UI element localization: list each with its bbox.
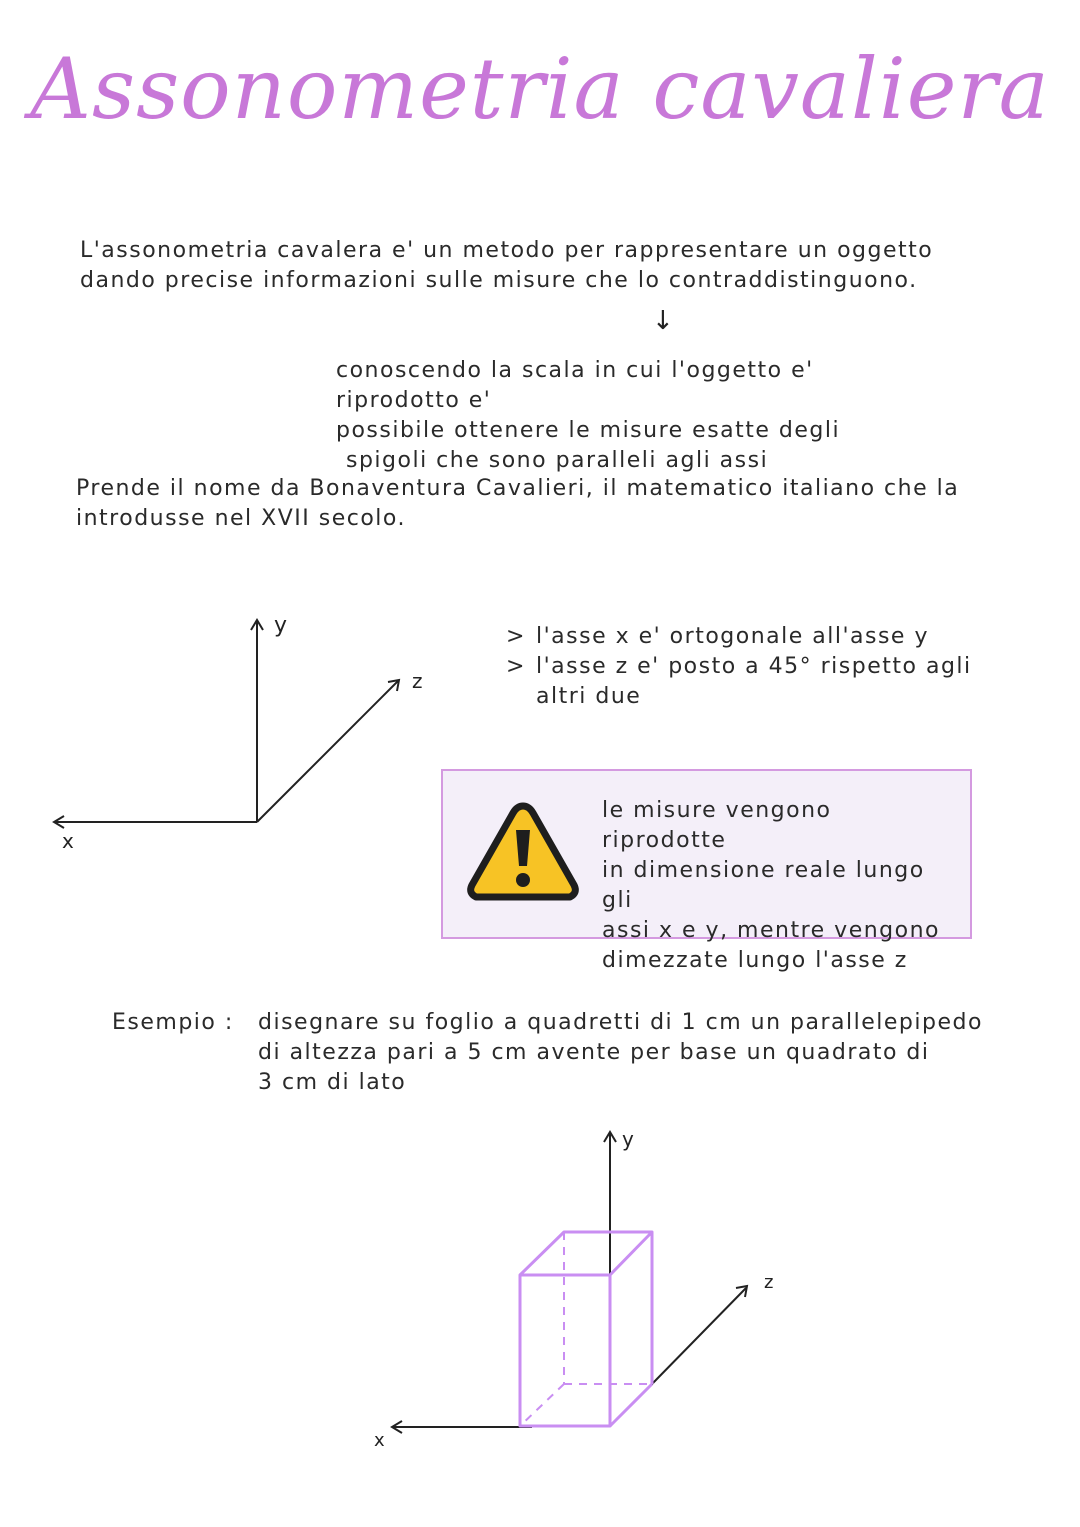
detail-line-3: spigoli che sono paralleli agli assi <box>346 448 769 473</box>
bullet-marker: > <box>506 624 526 649</box>
page-title: Assonometria cavaliera <box>30 40 1050 138</box>
list-item <box>506 622 976 652</box>
visible-edges <box>520 1232 652 1426</box>
y-axis-label: y <box>622 1127 634 1151</box>
arrow-down-icon: ↓ <box>652 306 674 336</box>
warning-text <box>602 796 962 976</box>
warning-line-4: dimezzate lungo l'asse z <box>602 948 908 973</box>
warning-line-3: assi x e y, mentre vengono <box>602 918 941 943</box>
detail-line-2: possibile ottenere le misure esatte degli <box>336 418 841 443</box>
intro-line-1: L'assonometria cavalera e' un metodo per rappresentare un oggetto <box>80 238 934 263</box>
bullet-text: l'asse z e' posto a 45° rispetto agli altri due <box>536 654 972 709</box>
bullet-marker: > <box>506 654 526 679</box>
axes-bullet-list <box>506 622 976 712</box>
bullet-text: l'asse x e' ortogonale all'asse y <box>536 624 929 649</box>
list-item <box>506 652 976 712</box>
history-line-2: introdusse nel XVII secolo. <box>76 506 406 531</box>
intro-paragraph <box>80 236 980 296</box>
warning-line-2: in dimensione reale lungo gli <box>602 858 925 913</box>
history-paragraph <box>76 474 996 534</box>
axes-diagram <box>0 600 460 860</box>
hidden-edges <box>520 1232 652 1426</box>
example-line-2: di altezza pari a 5 cm avente per base un quadrato di <box>258 1040 930 1065</box>
z-axis-label: z <box>412 669 423 693</box>
x-axis-label: x <box>374 1430 385 1451</box>
z-axis <box>652 1288 746 1384</box>
warning-line-1: le misure vengono riprodotte <box>602 798 832 853</box>
intro-line-2: dando precise informazioni sulle misure che lo contraddistinguono. <box>80 268 918 293</box>
y-axis-label: y <box>274 613 288 638</box>
example-label: Esempio : <box>112 1010 234 1035</box>
z-axis <box>257 681 398 822</box>
z-axis-label: z <box>764 1272 774 1293</box>
x-axis-label: x <box>62 829 74 853</box>
detail-paragraph <box>336 356 936 476</box>
history-line-1: Prende il nome da Bonaventura Cavalieri, il matematico italiano che la <box>76 476 960 501</box>
detail-line-1: conoscendo la scala in cui l'oggetto e' riprodotto e' <box>336 358 814 413</box>
warning-triangle-icon <box>466 800 580 906</box>
example-line-1: disegnare su foglio a quadretti di 1 cm un parallelepipedo <box>258 1010 983 1035</box>
example-line-3: 3 cm di lato <box>258 1070 407 1095</box>
parallelepiped-diagram <box>360 1120 800 1460</box>
example-text <box>258 1008 998 1098</box>
